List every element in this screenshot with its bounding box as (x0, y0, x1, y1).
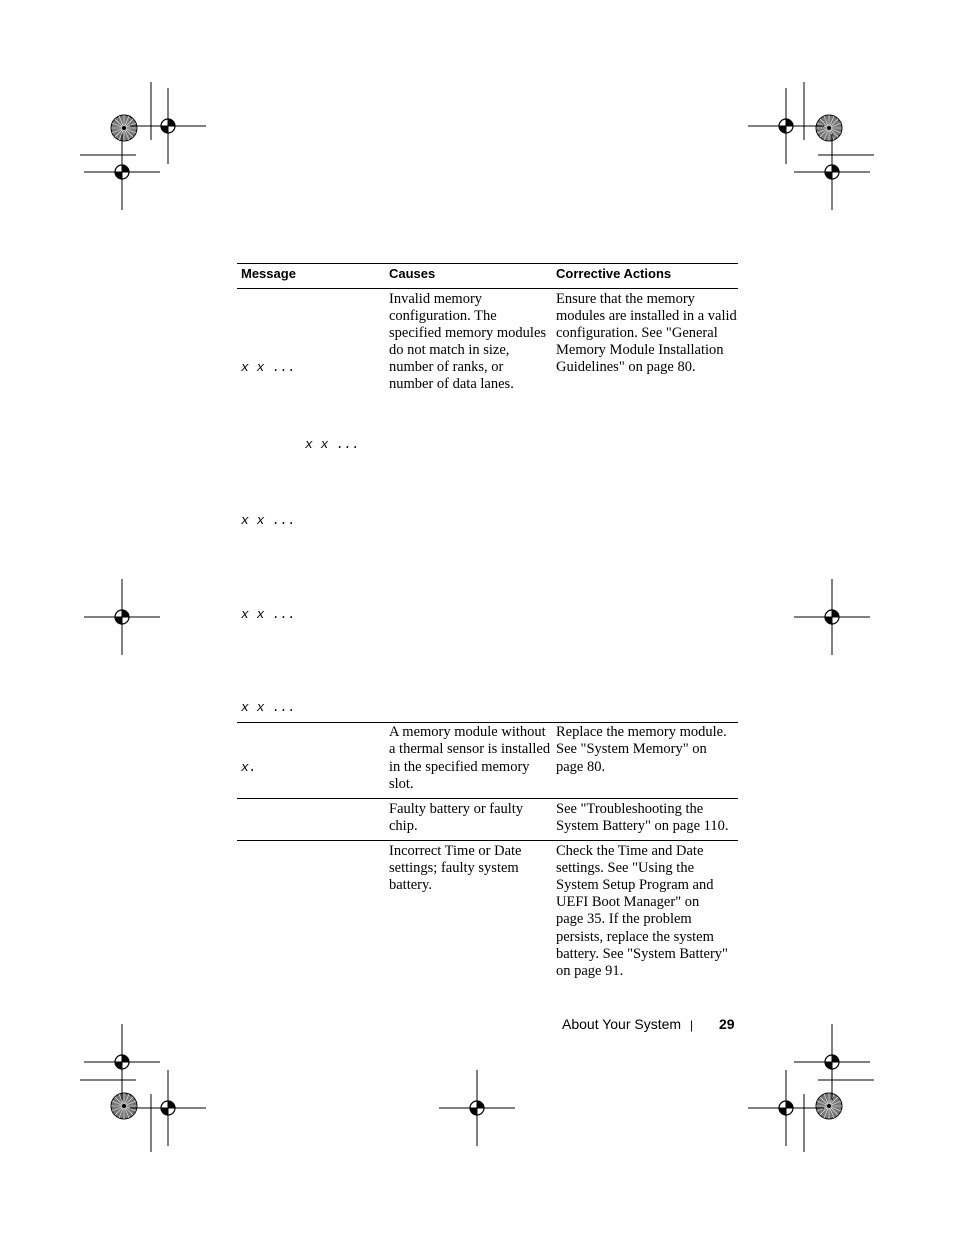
message-cell: x x ... (241, 700, 296, 715)
row-rule (237, 840, 738, 841)
column-header-message: Message (241, 266, 296, 281)
message-cell: x. (241, 760, 257, 775)
message-cell: x x ... (241, 360, 296, 375)
page-number: 29 (719, 1016, 735, 1032)
column-header-corrective-actions: Corrective Actions (556, 266, 672, 281)
message-cell: x x ... (241, 607, 296, 622)
row-rule (237, 722, 738, 723)
header-rule (237, 288, 738, 289)
row-rule (237, 798, 738, 799)
table-top-rule (237, 263, 738, 264)
footer-section-title: About Your System (562, 1016, 682, 1032)
footer-separator: | (690, 1018, 694, 1032)
column-header-causes: Causes (389, 266, 436, 281)
message-cell: x x ... (305, 437, 360, 452)
message-cell: x x ... (241, 513, 296, 528)
